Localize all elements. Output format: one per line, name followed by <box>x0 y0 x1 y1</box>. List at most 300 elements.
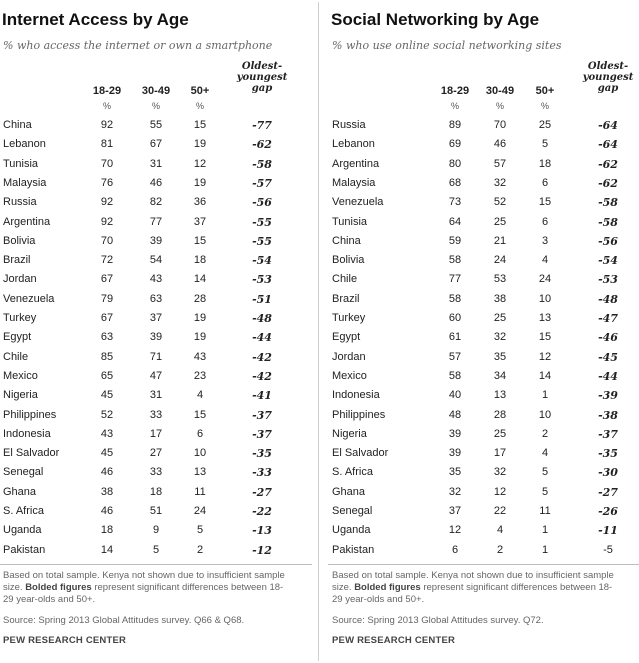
table-row <box>323 251 639 270</box>
gap-value: -51 <box>252 292 272 306</box>
col-header-50-plus: 50+ <box>190 85 210 97</box>
footnote-line: 29 year-olds and 50+. <box>3 594 96 605</box>
table-row <box>323 270 639 289</box>
cell-value: 18 <box>538 157 552 170</box>
table-row <box>0 502 316 521</box>
cell-value: 15 <box>193 234 207 247</box>
table-row <box>323 502 639 521</box>
gap-value: -37 <box>598 427 618 441</box>
country-label: S. Africa <box>3 505 44 517</box>
country-label: Ghana <box>332 485 366 498</box>
cell-value: 37 <box>448 505 462 517</box>
gap-value: -57 <box>252 176 272 190</box>
footnote <box>332 570 614 606</box>
table-row <box>323 155 639 174</box>
table-row <box>0 232 316 251</box>
cell-value: 37 <box>149 312 163 324</box>
cell-value: 13 <box>538 312 552 324</box>
country-label: Tunisia <box>3 157 39 170</box>
cell-value: 32 <box>493 176 507 189</box>
footnote-line: Based on total sample. Kenya not shown due to insufficient sample <box>3 570 285 581</box>
table-row <box>323 541 639 560</box>
cell-value: 76 <box>100 176 114 189</box>
gap-value: -35 <box>598 447 618 461</box>
cell-value: 6 <box>541 215 549 228</box>
gap-header: Oldest- youngest gap <box>236 61 288 94</box>
country-label: Bolivia <box>332 254 365 267</box>
country-label: Lebanon <box>3 138 46 151</box>
country-label: Argentina <box>332 157 380 170</box>
cell-value: 31 <box>149 389 163 402</box>
country-label: Jordan <box>332 350 366 363</box>
footnote-line: Based on total sample. Kenya not shown due to insufficient sample <box>332 570 614 581</box>
gap-value: -41 <box>252 389 272 403</box>
country-label: Turkey <box>332 312 366 324</box>
cell-value: 52 <box>493 196 507 209</box>
cell-value: 68 <box>448 176 462 189</box>
country-label: Tunisia <box>332 215 368 228</box>
gap-value: -58 <box>598 196 618 210</box>
cell-value: 65 <box>100 369 114 382</box>
table-row <box>323 463 639 482</box>
gap-value: -64 <box>598 119 618 132</box>
cell-value: 4 <box>196 389 204 402</box>
country-label: Nigeria <box>3 389 38 402</box>
country-label: Mexico <box>332 369 367 382</box>
gap-value: -55 <box>252 234 272 248</box>
gap-value: -39 <box>598 389 618 403</box>
cell-value: 32 <box>448 485 462 498</box>
cell-value: 6 <box>451 543 459 556</box>
gap-value: -53 <box>252 273 272 287</box>
country-label: Malaysia <box>3 176 47 189</box>
country-label: El Salvador <box>3 447 60 460</box>
cell-value: 43 <box>149 273 163 286</box>
cell-value: 92 <box>100 119 114 131</box>
country-label: Egypt <box>332 331 361 344</box>
cell-value: 33 <box>149 466 163 479</box>
cell-value: 12 <box>538 350 552 363</box>
table-row <box>323 425 639 444</box>
cell-value: 19 <box>193 138 207 151</box>
col-unit: % <box>540 101 549 111</box>
table-row <box>323 444 639 463</box>
col-header-18-29: 18-29 <box>440 85 470 97</box>
cell-value: 24 <box>538 273 552 286</box>
cell-value: 40 <box>448 389 462 402</box>
cell-value: 19 <box>193 312 207 324</box>
cell-value: 39 <box>149 331 163 344</box>
gap-value: -55 <box>252 215 272 229</box>
cell-value: 63 <box>149 292 163 305</box>
cell-value: 39 <box>448 427 462 440</box>
cell-value: 6 <box>196 427 204 440</box>
gap-value: -35 <box>252 447 272 461</box>
cell-value: 59 <box>448 234 462 247</box>
cell-value: 32 <box>493 466 507 479</box>
pew-brand: PEW RESEARCH CENTER <box>332 635 456 646</box>
footnote-line: size. Bolded figures represent significant differences between 18- <box>3 582 284 593</box>
cell-value: 12 <box>193 157 207 170</box>
table-row <box>0 270 316 289</box>
cell-value: 31 <box>149 157 163 170</box>
table-row <box>0 116 316 135</box>
col-unit: % <box>102 101 111 111</box>
gap-value: -62 <box>598 157 618 171</box>
country-label: Jordan <box>3 273 37 286</box>
cell-value: 23 <box>193 369 207 382</box>
cell-value: 5 <box>152 543 160 556</box>
cell-value: 6 <box>541 176 549 189</box>
table-row <box>323 232 639 251</box>
gap-value: -42 <box>252 350 272 364</box>
cell-value: 92 <box>100 215 114 228</box>
cell-value: 69 <box>448 138 462 151</box>
table-row <box>0 290 316 309</box>
cell-value: 12 <box>493 485 507 498</box>
cell-value: 2 <box>496 543 504 556</box>
gap-value: -62 <box>598 176 618 190</box>
footnote-line: 29 year-olds and 50+. <box>332 594 425 605</box>
cell-value: 2 <box>196 543 204 556</box>
cell-value: 18 <box>149 485 163 498</box>
table-row <box>323 406 639 425</box>
col-unit: % <box>495 101 504 111</box>
footnote <box>3 570 285 606</box>
cell-value: 4 <box>496 524 504 537</box>
gap-value: -30 <box>598 466 618 480</box>
cell-value: 67 <box>100 273 114 286</box>
cell-value: 18 <box>193 254 207 267</box>
col-unit: % <box>151 101 160 111</box>
cell-value: 13 <box>193 466 207 479</box>
cell-value: 5 <box>541 466 549 479</box>
country-label: Uganda <box>3 524 42 537</box>
country-label: Chile <box>3 350 29 363</box>
cell-value: 4 <box>541 447 549 460</box>
gap-value: -54 <box>598 254 618 268</box>
cell-value: 18 <box>100 524 114 537</box>
source-note: Source: Spring 2013 Global Attitudes survey. Q66 & Q68. <box>3 615 245 626</box>
source-note: Source: Spring 2013 Global Attitudes survey. Q72. <box>332 615 544 626</box>
cell-value: 10 <box>538 408 552 421</box>
cell-value: 34 <box>493 369 507 382</box>
cell-value: 60 <box>448 312 462 324</box>
gap-header: Oldest- youngest gap <box>582 61 634 94</box>
cell-value: 33 <box>149 408 163 421</box>
cell-value: 58 <box>448 369 462 382</box>
table-row <box>0 386 316 405</box>
cell-value: 19 <box>193 331 207 344</box>
country-label: Indonesia <box>332 389 380 402</box>
cell-value: 19 <box>193 176 207 189</box>
cell-value: 67 <box>149 138 163 151</box>
table-row <box>323 174 639 193</box>
country-label: Malaysia <box>332 176 376 189</box>
gap-value: -46 <box>598 331 618 345</box>
col-header-18-29: 18-29 <box>92 85 122 97</box>
country-label: El Salvador <box>332 447 389 460</box>
cell-value: 28 <box>193 292 207 305</box>
cell-value: 47 <box>149 369 163 382</box>
cell-value: 92 <box>100 196 114 209</box>
table-row <box>323 135 639 154</box>
gap-value: -27 <box>252 485 272 499</box>
gap-value: -45 <box>598 350 618 364</box>
cell-value: 5 <box>196 524 204 537</box>
table-row <box>323 309 639 328</box>
table-row <box>323 348 639 367</box>
cell-value: 32 <box>493 331 507 344</box>
chart-title: Social Networking by Age <box>331 10 540 29</box>
col-header-30-49: 30-49 <box>485 85 515 97</box>
gap-value: -77 <box>252 119 272 132</box>
country-label: Egypt <box>3 331 32 344</box>
cell-value: 15 <box>193 119 207 131</box>
cell-value: 37 <box>193 215 207 228</box>
gap-value: -44 <box>252 331 272 345</box>
cell-value: 15 <box>538 196 552 209</box>
cell-value: 13 <box>493 389 507 402</box>
country-label: Senegal <box>332 505 373 517</box>
gap-value: -58 <box>252 157 272 171</box>
table-row <box>0 541 316 560</box>
cell-value: 43 <box>100 427 114 440</box>
cell-value: 25 <box>493 215 507 228</box>
cell-value: 77 <box>149 215 163 228</box>
table-row <box>323 521 639 540</box>
gap-value: -48 <box>598 292 618 306</box>
table-row <box>0 309 316 328</box>
table-row <box>0 213 316 232</box>
country-label: Senegal <box>3 466 44 479</box>
country-label: Pakistan <box>332 543 375 556</box>
cell-value: 25 <box>538 119 552 131</box>
table-row <box>0 193 316 212</box>
cell-value: 82 <box>149 196 163 209</box>
gap-value: -33 <box>252 466 272 480</box>
cell-value: 67 <box>100 312 114 324</box>
cell-value: 25 <box>493 427 507 440</box>
country-label: Ghana <box>3 485 37 498</box>
pew-brand: PEW RESEARCH CENTER <box>3 635 127 646</box>
table-row <box>0 521 316 540</box>
table-row <box>0 251 316 270</box>
cell-value: 27 <box>149 447 163 460</box>
cell-value: 14 <box>538 369 552 382</box>
table-row <box>323 116 639 135</box>
table-row <box>323 193 639 212</box>
cell-value: 61 <box>448 331 462 344</box>
gap-value: -11 <box>598 524 618 538</box>
cell-value: 73 <box>448 196 462 209</box>
cell-value: 46 <box>100 466 114 479</box>
cell-value: 81 <box>100 138 114 151</box>
cell-value: 46 <box>100 505 114 517</box>
gap-value: -44 <box>598 369 618 383</box>
cell-value: 4 <box>541 254 549 267</box>
gap-value: -48 <box>252 312 272 325</box>
cell-value: 38 <box>493 292 507 305</box>
cell-value: 77 <box>448 273 462 286</box>
cell-value: 2 <box>541 427 549 440</box>
cell-value: 52 <box>100 408 114 421</box>
col-unit: % <box>450 101 459 111</box>
cell-value: 15 <box>193 408 207 421</box>
table-row <box>0 155 316 174</box>
cell-value: 58 <box>448 254 462 267</box>
cell-value: 10 <box>538 292 552 305</box>
cell-value: 1 <box>541 543 549 556</box>
gap-value: -27 <box>598 485 618 499</box>
cell-value: 10 <box>193 447 207 460</box>
footnote-line: size. Bolded figures represent significant differences between 18- <box>332 582 613 593</box>
cell-value: 15 <box>538 331 552 344</box>
cell-value: 12 <box>448 524 462 537</box>
table-row <box>323 213 639 232</box>
country-label: Philippines <box>3 408 57 421</box>
cell-value: 70 <box>493 119 507 131</box>
gap-value: -47 <box>598 312 618 325</box>
cell-value: 38 <box>100 485 114 498</box>
cell-value: 36 <box>193 196 207 209</box>
cell-value: 14 <box>193 273 207 286</box>
cell-value: 64 <box>448 215 462 228</box>
cell-value: 80 <box>448 157 462 170</box>
cell-value: 57 <box>493 157 507 170</box>
country-label: China <box>332 234 361 247</box>
cell-value: 89 <box>448 119 462 131</box>
gap-value: -42 <box>252 369 272 383</box>
cell-value: 11 <box>539 505 551 517</box>
country-label: Brazil <box>3 254 31 267</box>
cell-value: 46 <box>493 138 507 151</box>
table-row <box>0 328 316 347</box>
cell-value: 46 <box>149 176 163 189</box>
country-label: Turkey <box>3 312 37 324</box>
gap-value: -54 <box>252 254 272 268</box>
cell-value: 5 <box>541 485 549 498</box>
cell-value: 24 <box>493 254 507 267</box>
cell-value: 55 <box>149 119 163 131</box>
cell-value: 3 <box>541 234 549 247</box>
cell-value: 14 <box>100 543 114 556</box>
country-label: China <box>3 119 32 131</box>
country-label: Brazil <box>332 292 360 305</box>
cell-value: 22 <box>493 505 507 517</box>
table-row <box>0 174 316 193</box>
country-label: Nigeria <box>332 427 367 440</box>
col-unit: % <box>195 101 204 111</box>
cell-value: 72 <box>100 254 114 267</box>
col-header-30-49: 30-49 <box>141 85 171 97</box>
cell-value: 25 <box>493 312 507 324</box>
country-label: Philippines <box>332 408 386 421</box>
table-row <box>0 425 316 444</box>
footer-rule <box>328 564 639 565</box>
cell-value: 45 <box>100 389 114 402</box>
table-row <box>0 444 316 463</box>
table-row <box>323 328 639 347</box>
cell-value: 58 <box>448 292 462 305</box>
cell-value: 35 <box>493 350 507 363</box>
table-row <box>0 348 316 367</box>
cell-value: 17 <box>493 447 507 460</box>
col-header-50-plus: 50+ <box>535 85 555 97</box>
country-label: Mexico <box>3 369 38 382</box>
cell-value: 39 <box>149 234 163 247</box>
country-label: Russia <box>332 119 366 131</box>
table-row <box>323 290 639 309</box>
cell-value: 28 <box>493 408 507 421</box>
cell-value: 70 <box>100 234 114 247</box>
country-label: Chile <box>332 273 358 286</box>
table-row <box>0 463 316 482</box>
gap-value: -56 <box>598 234 618 248</box>
cell-value: 1 <box>541 524 549 537</box>
table-row <box>0 483 316 502</box>
table-row <box>0 406 316 425</box>
gap-value: -38 <box>598 408 618 422</box>
gap-value: -37 <box>252 427 272 441</box>
country-label: Venezuela <box>3 292 55 305</box>
cell-value: 11 <box>194 485 206 498</box>
cell-value: 45 <box>100 447 114 460</box>
gap-value: -53 <box>598 273 618 287</box>
cell-value: 35 <box>448 466 462 479</box>
country-label: Russia <box>3 196 37 209</box>
table-row <box>0 367 316 386</box>
gap-value: -22 <box>252 505 272 518</box>
country-label: Argentina <box>3 215 51 228</box>
country-label: S. Africa <box>332 466 373 479</box>
table-row <box>323 386 639 405</box>
table-row <box>0 135 316 154</box>
table-row <box>323 367 639 386</box>
cell-value: 53 <box>493 273 507 286</box>
cell-value: 63 <box>100 331 114 344</box>
footer-rule <box>0 564 312 565</box>
cell-value: 5 <box>541 138 549 151</box>
chart-subtitle: % who access the internet or own a smartphone <box>3 39 273 52</box>
gap-value: -58 <box>598 215 618 229</box>
cell-value: 57 <box>448 350 462 363</box>
cell-value: 43 <box>193 350 207 363</box>
gap-value: -37 <box>252 408 272 422</box>
cell-value: 54 <box>149 254 163 267</box>
country-label: Lebanon <box>332 138 375 151</box>
panel-divider <box>318 2 319 661</box>
cell-value: 51 <box>149 505 163 517</box>
country-label: Pakistan <box>3 543 46 556</box>
country-label: Uganda <box>332 524 371 537</box>
cell-value: 71 <box>149 350 163 363</box>
chart-subtitle: % who use online social networking sites <box>332 39 562 52</box>
cell-value: 79 <box>100 292 114 305</box>
gap-value: -62 <box>252 138 272 152</box>
gap-value: -5 <box>603 543 613 556</box>
cell-value: 70 <box>100 157 114 170</box>
cell-value: 9 <box>152 524 160 537</box>
cell-value: 21 <box>493 234 507 247</box>
gap-value: -64 <box>598 138 618 152</box>
gap-value: -12 <box>252 543 272 557</box>
chart-title: Internet Access by Age <box>2 10 189 29</box>
cell-value: 39 <box>448 447 462 460</box>
cell-value: 1 <box>541 389 549 402</box>
cell-value: 48 <box>448 408 462 421</box>
country-label: Venezuela <box>332 196 384 209</box>
